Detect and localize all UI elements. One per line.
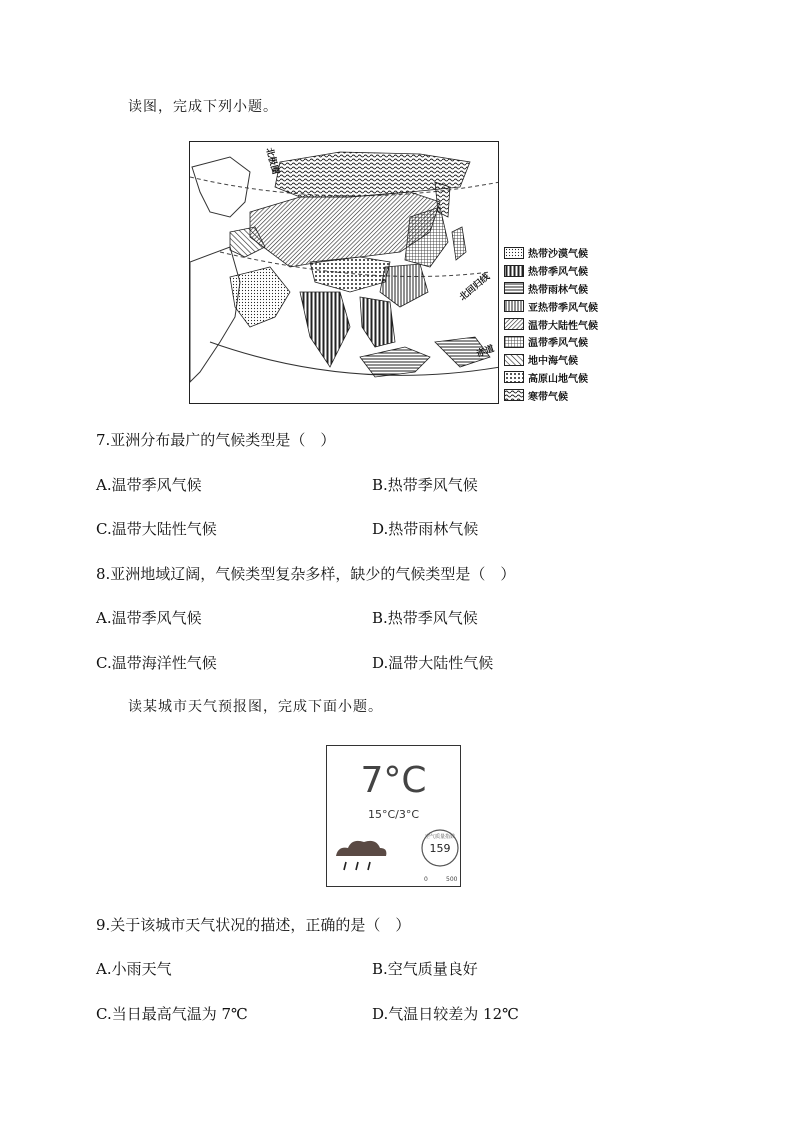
- legend-label: 热带沙漠气候: [528, 249, 588, 261]
- intro-text-weather: 读某城市天气预报图，完成下面小题。: [128, 699, 383, 715]
- question-8-stem: 8.亚洲地域辽阔，气候类型复杂多样，缺少的气候类型是（ ）: [96, 565, 516, 583]
- legend-label: 温带大陆性气候: [528, 320, 598, 332]
- q7-option-d[interactable]: D.热带雨林气候: [372, 520, 479, 538]
- legend-label: 热带季风气候: [528, 267, 588, 279]
- q8-option-c[interactable]: C.温带海洋性气候: [96, 654, 217, 672]
- aqi-scale-min: 0: [424, 876, 428, 883]
- label-tropic: 北回归线: [457, 272, 492, 304]
- intro-text-map: 读图，完成下列小题。: [128, 99, 278, 115]
- legend-item: [504, 262, 614, 280]
- map-graphic: [190, 142, 499, 404]
- legend-label: 寒带气候: [528, 391, 568, 403]
- label-arctic-circle: 北极圈: [263, 146, 281, 176]
- legend-item: [504, 386, 614, 404]
- question-9-stem: 9.关于该城市天气状况的描述，正确的是（ ）: [96, 916, 411, 934]
- question-7-stem: 7.亚洲分布最广的气候类型是（ ）: [96, 431, 336, 449]
- q8-option-b[interactable]: B.热带季风气候: [372, 609, 478, 627]
- aqi-caption: 空气质量指数: [424, 834, 455, 840]
- q9-option-d[interactable]: D.气温日较差为 12℃: [372, 1005, 519, 1023]
- q7-option-a[interactable]: A.温带季风气候: [96, 476, 202, 494]
- legend-item: [504, 244, 614, 262]
- q8-option-d[interactable]: D.温带大陆性气候: [372, 654, 494, 672]
- legend-item: [504, 315, 614, 333]
- q7-option-c[interactable]: C.温带大陆性气候: [96, 520, 217, 538]
- q8-option-a[interactable]: A.温带季风气候: [96, 609, 202, 627]
- aqi-scale-max: 500: [446, 876, 458, 883]
- rain-cloud-icon: [332, 836, 390, 876]
- legend-label: 高原山地气候: [528, 373, 588, 385]
- legend-item: [504, 280, 614, 298]
- q9-option-b[interactable]: B.空气质量良好: [372, 960, 478, 978]
- legend-item: [504, 333, 614, 351]
- legend-item: [504, 369, 614, 387]
- legend-item: [504, 297, 614, 315]
- legend-label: 地中海气候: [528, 356, 578, 368]
- q7-option-b[interactable]: B.热带季风气候: [372, 476, 478, 494]
- q9-option-a[interactable]: A.小雨天气: [96, 960, 172, 978]
- legend-label: 热带雨林气候: [528, 284, 588, 296]
- q9-option-c[interactable]: C.当日最高气温为 7℃: [96, 1005, 248, 1023]
- map-legend: [504, 244, 614, 404]
- current-temperature: 7°C: [360, 760, 427, 801]
- legend-label: 亚热带季风气候: [528, 302, 598, 314]
- legend-item: [504, 351, 614, 369]
- legend-label: 温带季风气候: [528, 338, 588, 350]
- aqi-value: 159: [429, 842, 451, 855]
- aqi-gauge: [420, 828, 460, 868]
- label-equator: 赤道: [475, 344, 496, 360]
- asia-climate-map: [189, 141, 499, 404]
- temperature-range: 15°C/3°C: [367, 808, 420, 821]
